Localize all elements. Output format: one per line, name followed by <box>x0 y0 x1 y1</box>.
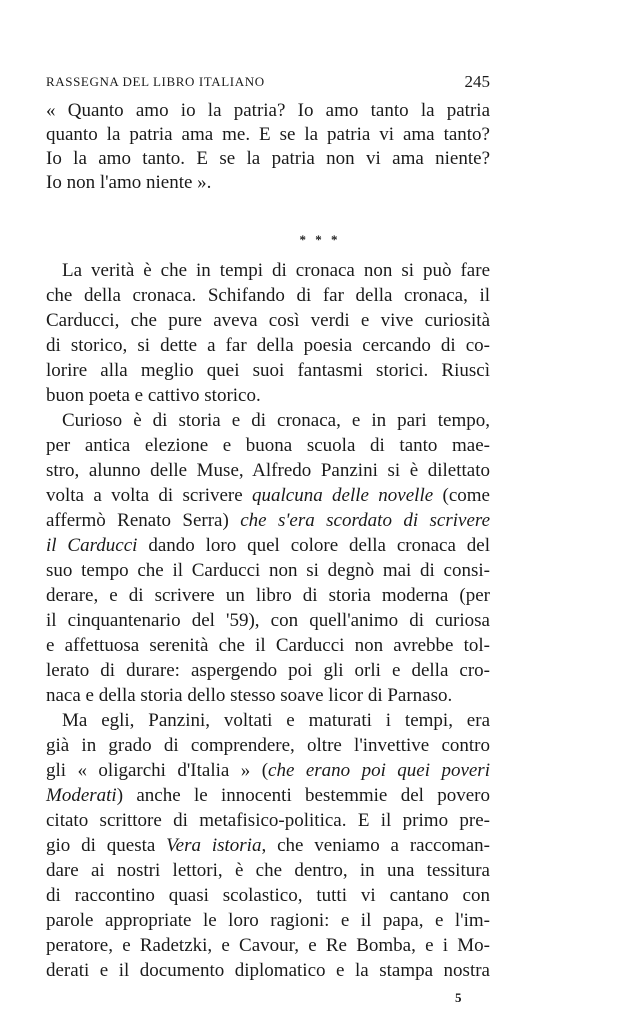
italic-text: il Carducci <box>46 535 138 556</box>
paragraph-line: dare ai nostri lettori, è che dentro, in una tessitura <box>46 860 490 881</box>
italic-text: qualcuna delle novelle <box>252 485 434 506</box>
quote-line: « Quanto amo io la patria? Io amo tanto la patria <box>46 100 490 121</box>
paragraph-line: Ma egli, Panzini, voltati e maturati i tempi, era <box>62 710 490 731</box>
paragraph-line: gli « oligarchi d'Italia » (che erano poi quei poveri <box>46 760 490 781</box>
paragraph-line: derati e il documento diplomatico e la stampa nostra <box>46 960 490 981</box>
quote-line: Io non l'amo niente ». <box>46 172 212 193</box>
paragraph-line: di raccontino quasi scolastico, tutti vi cantano con <box>46 885 490 906</box>
running-title: RASSEGNA DEL LIBRO ITALIANO <box>46 74 265 89</box>
running-head <box>46 72 490 96</box>
paragraph-line: di storico, si dette a far della poesia cercando di co- <box>46 335 490 356</box>
paragraph-line: già in grado di comprendere, oltre l'invettive contro <box>46 735 490 756</box>
paragraph-line: stro, alunno delle Muse, Alfredo Panzini si è dilettato <box>46 460 490 481</box>
signature-mark: 5 <box>455 990 462 1005</box>
paragraph-line: che della cronaca. Schifando di far della cronaca, il <box>46 285 490 306</box>
paragraph-line: derare, e di scrivere un libro di storia moderna (per <box>46 585 490 606</box>
paragraph-line: affermò Renato Serra) che s'era scordato di scrivere <box>46 510 490 531</box>
paragraph-line: lerato di durare: aspergendo poi gli orli e della cro- <box>46 660 490 681</box>
page-number: 245 <box>464 72 490 91</box>
paragraph-line: volta a volta di scrivere qualcuna delle novelle (come <box>46 485 490 506</box>
paragraph-line: Carducci, che pure aveva così verdi e vive curiosità <box>46 310 490 331</box>
paragraph-line: La verità è che in tempi di cronaca non si può fare <box>62 260 490 281</box>
paragraph-line: per antica elezione e buona scuola di tanto mae- <box>46 435 490 456</box>
paragraph-line: buon poeta e cattivo storico. <box>46 385 261 406</box>
paragraph-line: il cinquantenario del '59), con quell'animo di curiosa <box>46 610 490 631</box>
paragraph-line: naca e della storia dello stesso soave licor di Parnaso. <box>46 685 453 706</box>
paragraph-line: gio di questa Vera istoria, che veniamo a raccoman- <box>46 835 491 856</box>
italic-text: Moderati <box>46 785 117 806</box>
paragraph-line: suo tempo che il Carducci non si degnò mai di consi- <box>46 560 490 581</box>
paragraph-line: Moderati) anche le innocenti bestemmie del povero <box>46 785 490 806</box>
paragraph-line: lorire alla meglio quei suoi fantasmi storici. Riuscì <box>46 360 490 381</box>
paragraph-line: Curioso è di storia e di cronaca, e in pari tempo, <box>62 410 490 431</box>
paragraph-line: parole appropriate le loro ragioni: e il papa, e l'im- <box>46 910 490 931</box>
quote-line: Io la amo tanto. E se la patria non vi ama niente? <box>46 148 490 169</box>
paragraph-line: peratore, e Radetzki, e Cavour, e Re Bomba, e i Mo- <box>46 935 490 956</box>
italic-text: che erano poi quei poveri <box>268 760 490 781</box>
paragraph-line: il Carducci dando loro quel colore della cronaca del <box>46 535 490 556</box>
italic-text: che s'era scordato di scrivere <box>240 510 490 531</box>
italic-text: Vera istoria <box>166 835 262 856</box>
quote-line: quanto la patria ama me. E se la patria vi ama tanto? <box>46 124 490 145</box>
paragraph-line: citato scrittore di metafisico-politica. E il primo pre- <box>46 810 490 831</box>
section-separator: * * * <box>299 232 341 247</box>
paragraph-line: e affettuosa serenità che il Carducci non avrebbe tol- <box>46 635 490 656</box>
